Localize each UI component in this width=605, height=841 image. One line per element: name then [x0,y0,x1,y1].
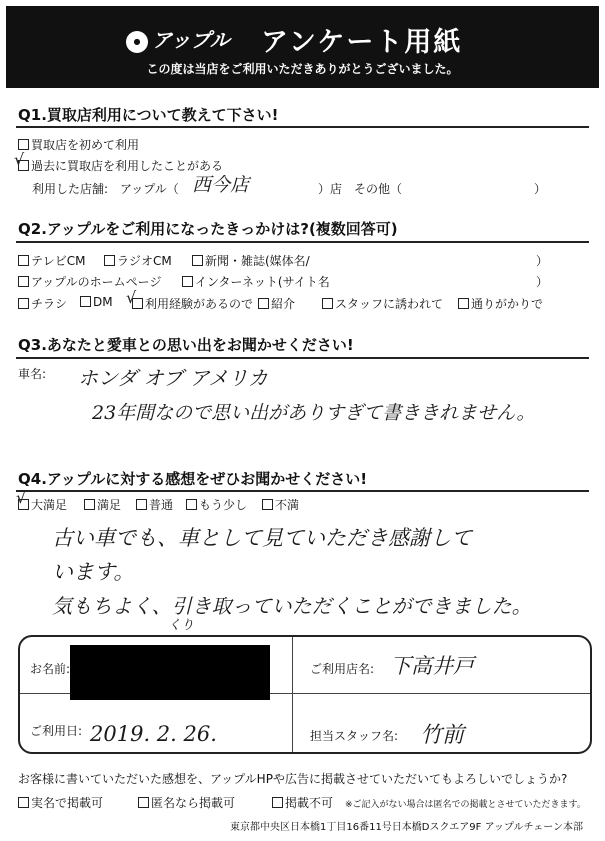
q2-option-radio[interactable]: ラジオCM [104,252,172,269]
q2-row2-close: ） [536,275,549,289]
q2-option-dm[interactable]: DM [80,295,113,309]
name-redaction [70,645,270,700]
publish-real-name[interactable]: 実名で掲載可 [18,794,103,811]
q1-check-mark-icon: √ [14,150,25,169]
checkbox[interactable] [18,276,29,287]
q2-heading: Q2.アップルをご利用になったきっかけは?(複数回答可) [18,220,398,238]
car-name-label: 車名: [18,367,47,381]
memory-handwritten: 23年間なので思い出がありすぎて書ききれません。 [92,402,536,424]
apple-logo [126,24,230,53]
checkbox[interactable] [258,298,269,309]
checkbox[interactable] [262,499,273,510]
form-title: アンケート用紙 [261,27,463,58]
publish-anonymous[interactable]: 匿名なら掲載可 [138,794,235,811]
q1-option-first-time[interactable]: 買取店を初めて利用 [18,136,139,153]
publication-note: ※ご記入がない場合は匿名での掲載とさせていただきます。 [345,800,586,810]
checkbox[interactable] [186,499,197,510]
q4-check-mark-icon: √ [16,488,27,507]
rating-dissatisfied[interactable]: 不満 [262,496,299,513]
checkbox[interactable] [458,298,469,309]
q2-option-flyer[interactable]: チラシ [18,295,67,312]
form-subtitle: この度は当店をご利用いただきありがとうございました。 [146,62,459,76]
date-label: ご利用日: [30,724,83,738]
comment-line-1: 古い車でも、車として見ていただき感謝して [52,526,472,550]
q2-divider [16,241,589,243]
checkbox[interactable] [182,276,193,287]
checkbox[interactable] [272,797,283,808]
comment-line-2: います。 [52,560,135,584]
q2-check-mark-icon: √ [126,288,137,307]
store-name-label: ご利用店名: [310,662,375,676]
store-name-handwritten: 下高井戸 [390,654,474,678]
logo-mark-icon: ● [126,31,148,53]
checkbox[interactable] [138,797,149,808]
rating-very-satisfied[interactable]: 大満足 [18,496,67,513]
q1-heading: Q1.買取店利用について教えて下さい! [18,106,279,124]
q2-option-experience[interactable]: 利用経験があるので [132,295,253,312]
q1-divider [16,126,589,128]
q2-option-staff[interactable]: スタッフに誘われて [322,295,443,312]
logo-text: アップル [152,28,230,52]
q1-store-suffix: ）店 その他（ [318,182,403,196]
rating-average[interactable]: 普通 [136,496,173,513]
q1-store-line: 利用した店舗: アップル（ [32,182,179,196]
checkbox[interactable] [18,298,29,309]
checkbox[interactable] [18,797,29,808]
q1-store-handwritten: 西今店 [192,174,250,196]
comment-line-3: 気もちよく、引き取っていただくことができました。 [52,594,532,618]
checkbox[interactable] [18,139,29,150]
comment-insert-mark: くり [168,618,195,633]
checkbox[interactable] [84,499,95,510]
publication-question: お客様に書いていただいた感想を、アップルHPや広告に掲載させていただいてもよろしいでしょうか? [18,772,568,786]
checkbox[interactable] [104,255,115,266]
rating-satisfied[interactable]: 満足 [84,496,121,513]
q4-heading: Q4.アップルに対する感想をぜひお聞かせください! [18,470,368,488]
q1-option-returning[interactable]: 過去に買取店を利用したことがある [18,157,223,174]
q3-heading: Q3.あなたと愛車との思い出をお聞かせください! [18,336,354,354]
q2-option-newspaper[interactable]: 新聞・雑誌(媒体名/ [192,252,310,269]
name-label: お名前: [30,662,71,676]
checkbox[interactable] [18,255,29,266]
q2-option-referral[interactable]: 紹介 [258,295,295,312]
q4-divider [16,490,589,492]
checkbox[interactable] [80,296,91,307]
rating-needs-improvement[interactable]: もう少し [186,496,247,513]
staff-label: 担当スタッフ名: [310,729,399,743]
staff-handwritten: 竹前 [420,723,465,748]
checkbox[interactable] [192,255,203,266]
date-handwritten: 2019. 2. 26. [90,722,217,746]
q2-option-tv[interactable]: テレビCM [18,252,86,269]
company-address: 東京都中央区日本橋1丁目16番11号日本橋Dスクエア9F アップルチェーン本部 [230,822,584,833]
q2-row1-close: ） [536,254,549,268]
q2-option-internet[interactable]: インターネット(サイト名 [182,273,330,290]
car-name-handwritten: ホンダ オブ アメリカ [78,366,268,390]
checkbox[interactable] [136,499,147,510]
q1-store-close: ） [534,182,547,196]
info-vertical-divider [292,637,293,752]
q2-option-homepage[interactable]: アップルのホームページ [18,273,161,290]
q2-option-passing[interactable]: 通りがかりで [458,295,543,312]
q3-divider [16,357,589,359]
header-banner [6,6,599,88]
checkbox[interactable] [322,298,333,309]
publish-not-allowed[interactable]: 掲載不可 [272,794,333,811]
